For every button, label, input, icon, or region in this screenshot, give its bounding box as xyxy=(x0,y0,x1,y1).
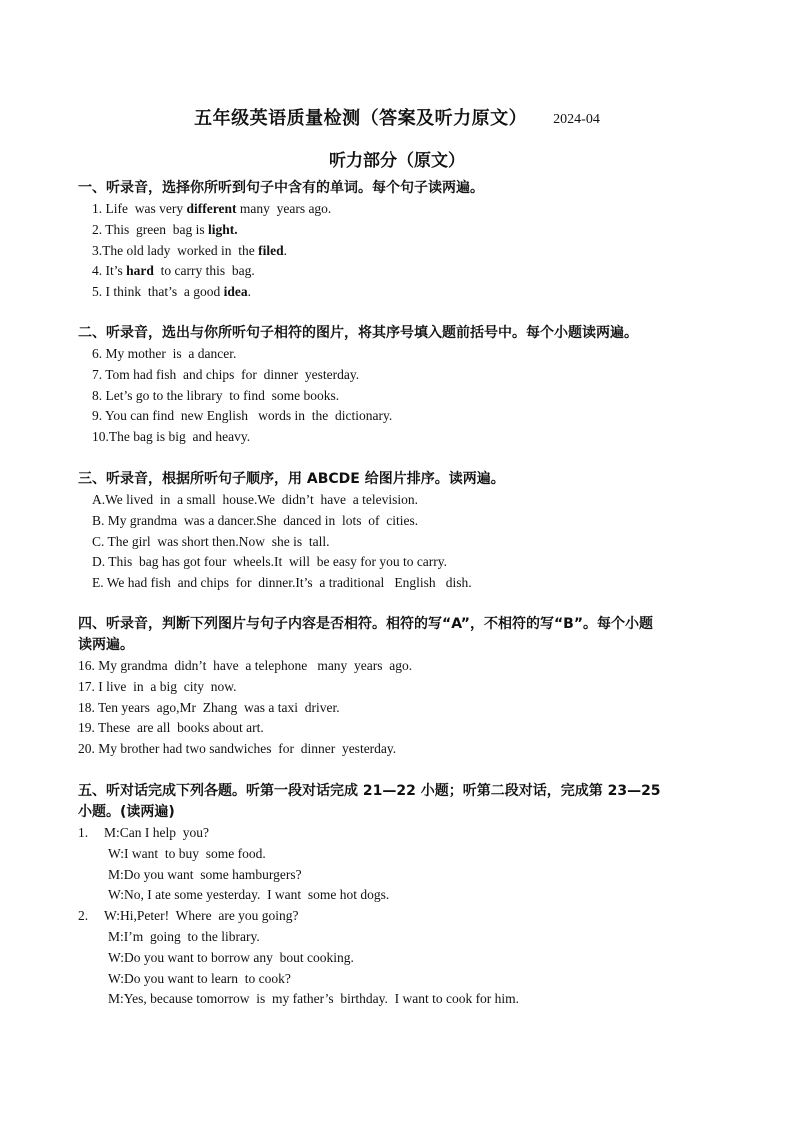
list-item: C. The girl was short then.Now she is tall. xyxy=(92,533,330,549)
dialog-line: W:Do you want to borrow any bout cooking. xyxy=(108,949,354,965)
section-4-heading: 四、听录音，判断下列图片与句子内容是否相符。相符的写“A”，不相符的写“B”。每个小题 xyxy=(78,616,654,632)
list-item: 4. It’s hard to carry this bag. xyxy=(92,263,255,279)
dialog-number: 1. xyxy=(78,825,89,840)
section-2 xyxy=(78,323,728,448)
section-1 xyxy=(78,178,728,303)
document-title: 五年级英语质量检测（答案及听力原文） xyxy=(194,108,528,129)
section-5 xyxy=(78,781,728,1010)
dialog-line: 2. W:Hi,Peter! Where are you going? xyxy=(78,906,728,927)
section-3 xyxy=(78,469,728,594)
dialog-line: W:I want to buy some food. xyxy=(108,845,266,861)
dialog-number: 2. xyxy=(78,908,89,924)
dialog-line: W:No, I ate some yesterday. I want some hot dogs. xyxy=(108,887,390,903)
list-item: E. We had fish and chips for dinner.It’s a traditional English dish. xyxy=(92,575,472,591)
list-item: 3.The old lady worked in the filed. xyxy=(92,242,287,258)
list-item: 1. Life was very different many years ago. xyxy=(92,201,332,216)
list-item: 17. I live in a big city now. xyxy=(78,678,237,694)
section-4 xyxy=(78,614,728,760)
dialog-1 xyxy=(78,823,728,906)
list-item: 2. This green bag is light. xyxy=(92,221,238,237)
list-item: 18. Ten years ago,Mr Zhang was a taxi driver. xyxy=(78,699,340,715)
list-item: 16. My grandma didn’t have a telephone many years ago. xyxy=(78,658,413,673)
dialog-line: M:Yes, because tomorrow is my father’s birthday. I want to cook for him. xyxy=(108,991,520,1007)
dialog-line: W:Do you want to learn to cook? xyxy=(108,970,291,986)
list-item: 20. My brother had two sandwiches for dinner yesterday. xyxy=(78,741,397,757)
list-item: B. My grandma was a dancer.She danced in lots of cities. xyxy=(92,512,419,528)
list-item: 8. Let’s go to the library to find some books. xyxy=(92,387,340,403)
document-subtitle: 听力部分（原文） xyxy=(329,151,465,171)
list-item: 6. My mother is a dancer. xyxy=(92,346,237,361)
dialog-line: M:I’m going to the library. xyxy=(108,928,260,944)
dialog-2 xyxy=(78,906,728,1010)
list-item: 10.The bag is big and heavy. xyxy=(92,429,251,445)
list-item: 9. You can find new English words in the dictionary. xyxy=(92,408,393,424)
section-3-heading: 三、听录音，根据所听句子顺序，用 ABCDE 给图片排序。读两遍。 xyxy=(78,471,505,487)
list-item: D. This bag has got four wheels.It will be easy for you to carry. xyxy=(92,554,448,570)
dialog-line: M:Do you want some hamburgers? xyxy=(108,866,302,882)
list-item: A.We lived in a small house.We didn’t have a television. xyxy=(92,492,419,507)
section-5-heading-cont: 小题。(读两遍) xyxy=(78,804,175,820)
list-item: 5. I think that’s a good idea. xyxy=(92,284,252,300)
document-date: 2024-04 xyxy=(553,112,600,127)
section-4-heading-cont: 读两遍。 xyxy=(78,637,134,653)
section-2-heading: 二、听录音，选出与你所听句子相符的图片，将其序号填入题前括号中。每个小题读两遍。 xyxy=(78,325,638,341)
list-item: 19. These are all books about art. xyxy=(78,720,264,736)
section-5-heading: 五、听对话完成下列各题。听第一段对话完成 21—22 小题；听第二段对话，完成第 23—25 xyxy=(78,783,661,799)
list-item: 7. Tom had fish and chips for dinner yesterday. xyxy=(92,366,360,382)
title-row xyxy=(0,104,794,130)
section-1-heading: 一、听录音，选择你所听到句子中含有的单词。每个句子读两遍。 xyxy=(78,180,484,196)
dialog-line: 1. M:Can I help you? xyxy=(78,823,728,844)
